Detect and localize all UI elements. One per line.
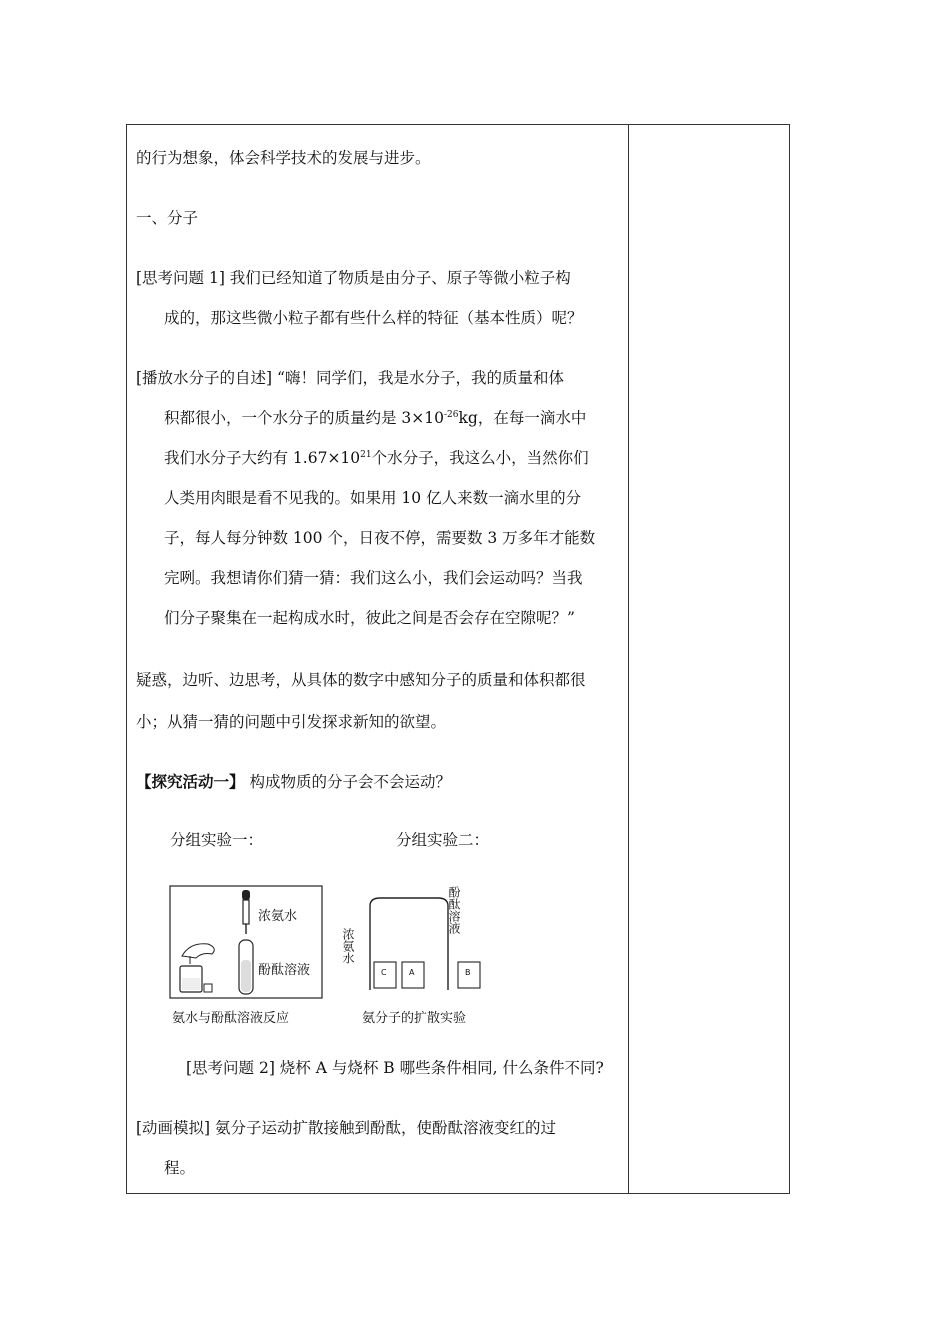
- text-line: 疑惑，边听、边思考，从具体的数字中感知分子的质量和体积都很: [136, 671, 586, 689]
- dropper-icon: [242, 890, 250, 934]
- activity-heading: 【探究活动一】 构成物质的分子会不会运动？: [136, 772, 451, 791]
- figure-2-caption: 氨分子的扩散实验: [362, 1011, 467, 1026]
- svg-text:A: A: [409, 968, 415, 977]
- figure-1-caption: 氨水与酚酞溶液反应: [172, 1011, 290, 1026]
- beaker-c-icon: [374, 962, 396, 988]
- text-line: 我们水分子大约有 $1.67\times 10^{21}$个水分子，我这么小，当然你们: [164, 449, 589, 467]
- figure-ammonia-diffusion: [340, 882, 500, 1036]
- section-heading: 一、分子: [136, 209, 199, 227]
- svg-text:B: B: [465, 968, 471, 977]
- text-line: 的行为想象，体会科学技术的发展与进步。: [136, 149, 431, 167]
- label-conc-ammonia: 浓氨水: [341, 928, 355, 964]
- exponent: 21: [360, 450, 372, 460]
- text-line: 程。: [164, 1159, 196, 1177]
- test-tube-icon: [239, 940, 253, 994]
- text-line: [播放水分子的自述] “嗨！同学们，我是水分子，我的质量和体: [136, 369, 564, 387]
- experiment-1-label: 分组实验一：: [170, 831, 264, 849]
- experiment-2-label: 分组实验二：: [396, 831, 490, 849]
- text-line: 小；从猜一猜的问题中引发探求新知的欲望。: [136, 713, 447, 731]
- column-divider: [628, 124, 629, 1194]
- label-conc-ammonia: 浓氨水: [258, 909, 298, 924]
- beaker-a-icon: [402, 962, 424, 988]
- text-line: [动画模拟] 氨分子运动扩散接触到酚酞，使酚酞溶液变红的过: [136, 1119, 557, 1137]
- text-line: [思考问题 2] 烧杯 A 与烧杯 B 哪些条件相同, 什么条件不同?: [186, 1059, 604, 1077]
- text-line: 完咧。我想请你们猜一猜：我们这么小，我们会运动吗？当我: [164, 569, 583, 587]
- text-line: [思考问题 1] 我们已经知道了物质是由分子、原子等微小粒子构: [136, 269, 571, 287]
- text-line: 子，每人每分钟数 100 个，日夜不停，需要数 3 万多年才能数: [164, 529, 596, 547]
- text-line: 积都很小，一个水分子的质量约是 $3\times 10^{-26}kg$，在每一滴水中: [164, 409, 587, 427]
- text-line: 们分子聚集在一起构成水时，彼此之间是否会存在空隙呢？”: [164, 609, 575, 627]
- label-phenolphthalein: 酚酞溶液: [447, 886, 461, 934]
- text-line: 成的，那这些微小粒子都有些什么样的特征（基本性质）呢？: [164, 309, 583, 327]
- beaker-b-icon: [458, 962, 480, 988]
- hand-bottle-icon: [180, 944, 214, 992]
- figure-ammonia-phenolphthalein: [168, 884, 328, 1038]
- svg-text:C: C: [381, 968, 387, 977]
- exponent: -26: [444, 410, 459, 420]
- text-line: 人类用肉眼是看不见我的。如果用 10 亿人来数一滴水里的分: [164, 489, 582, 507]
- label-phenolphthalein: 酚酞溶液: [258, 963, 311, 978]
